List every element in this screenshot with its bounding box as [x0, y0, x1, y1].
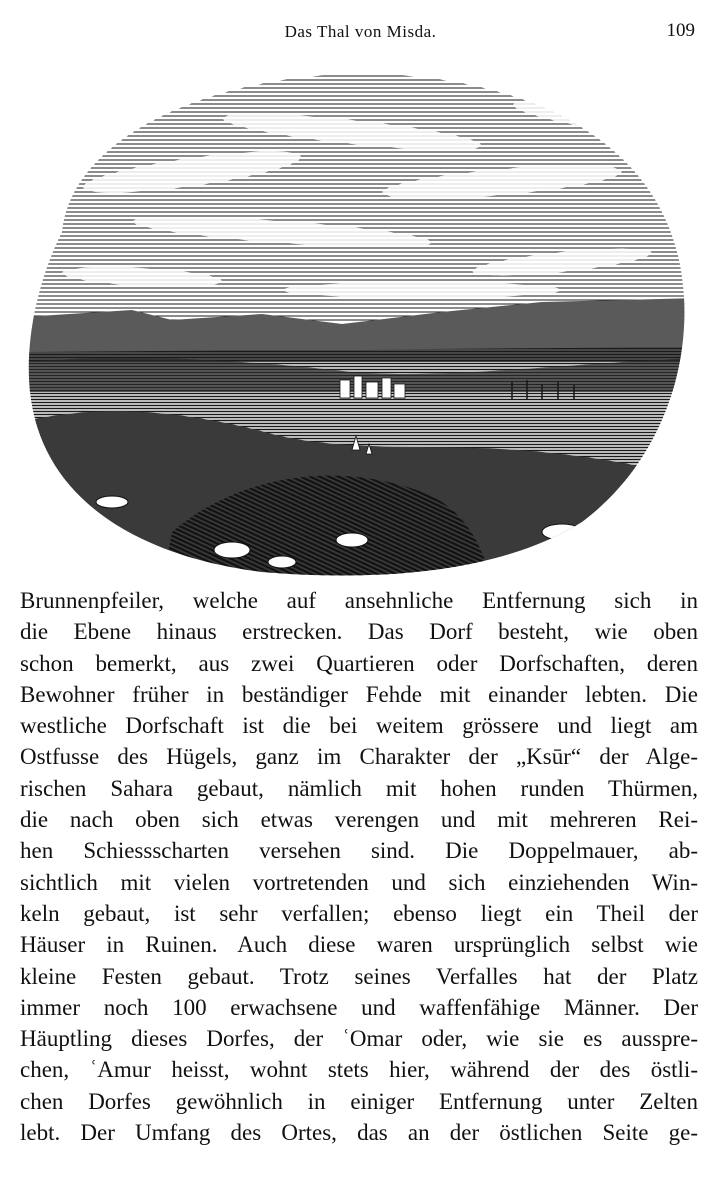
text-line: Brunnenpfeiler, welche auf ansehnliche Entfernung sich in [20, 588, 698, 613]
text-line: die nach oben sich etwas verengen und mit mehreren Rei- [20, 807, 698, 833]
text-line: rischen Sahara gebaut, nämlich mit hohen runden Thürmen, [20, 775, 698, 801]
text-line: die Ebene hinaus erstrecken. Das Dorf besteht, wie oben [20, 619, 698, 645]
text-line: lebt. Der Umfang des Ortes, das an der östlichen Seite ge- [20, 1120, 698, 1146]
running-title: Das Thal von Misda. [284, 22, 437, 41]
engraving-scene [22, 62, 698, 584]
text-line: westliche Dorfschaft ist die bei weitem grössere und liegt am [20, 713, 698, 739]
text-line: kleine Festen gebaut. Trotz seines Verfalles hat der Platz [20, 963, 698, 989]
landscape-engraving [22, 62, 698, 584]
body-text [20, 585, 698, 1148]
text-line: schon bemerkt, aus zwei Quartieren oder Dorfschaften, deren [20, 650, 698, 676]
text-line: Häuser in Ruinen. Auch diese waren ursprünglich selbst wie [20, 932, 698, 958]
text-line: hen Schiessscharten versehen sind. Die Doppelmauer, ab- [20, 838, 698, 864]
text-line: immer noch 100 erwachsene und waffenfähige Männer. Der [20, 994, 698, 1020]
text-line: chen Dorfes gewöhnlich in einiger Entfernung unter Zelten [20, 1088, 698, 1114]
text-line: chen, ʿAmur heisst, wohnt stets hier, während der des östli- [20, 1057, 698, 1083]
text-line: sichtlich mit vielen vortretenden und sich einziehenden Win- [20, 869, 698, 895]
text-line: keln gebaut, ist sehr verfallen; ebenso liegt ein Theil der [20, 900, 698, 926]
page-number: 109 [666, 20, 695, 41]
running-head [0, 18, 721, 48]
text-line: Häuptling dieses Dorfes, der ʿOmar oder, wie sie es ausspre- [20, 1026, 698, 1052]
text-line: Bewohner früher in beständiger Fehde mit einander lebten. Die [20, 681, 698, 707]
text-line: Ostfusse des Hügels, ganz im Charakter der „Ksūr“ der Alge- [20, 744, 698, 770]
